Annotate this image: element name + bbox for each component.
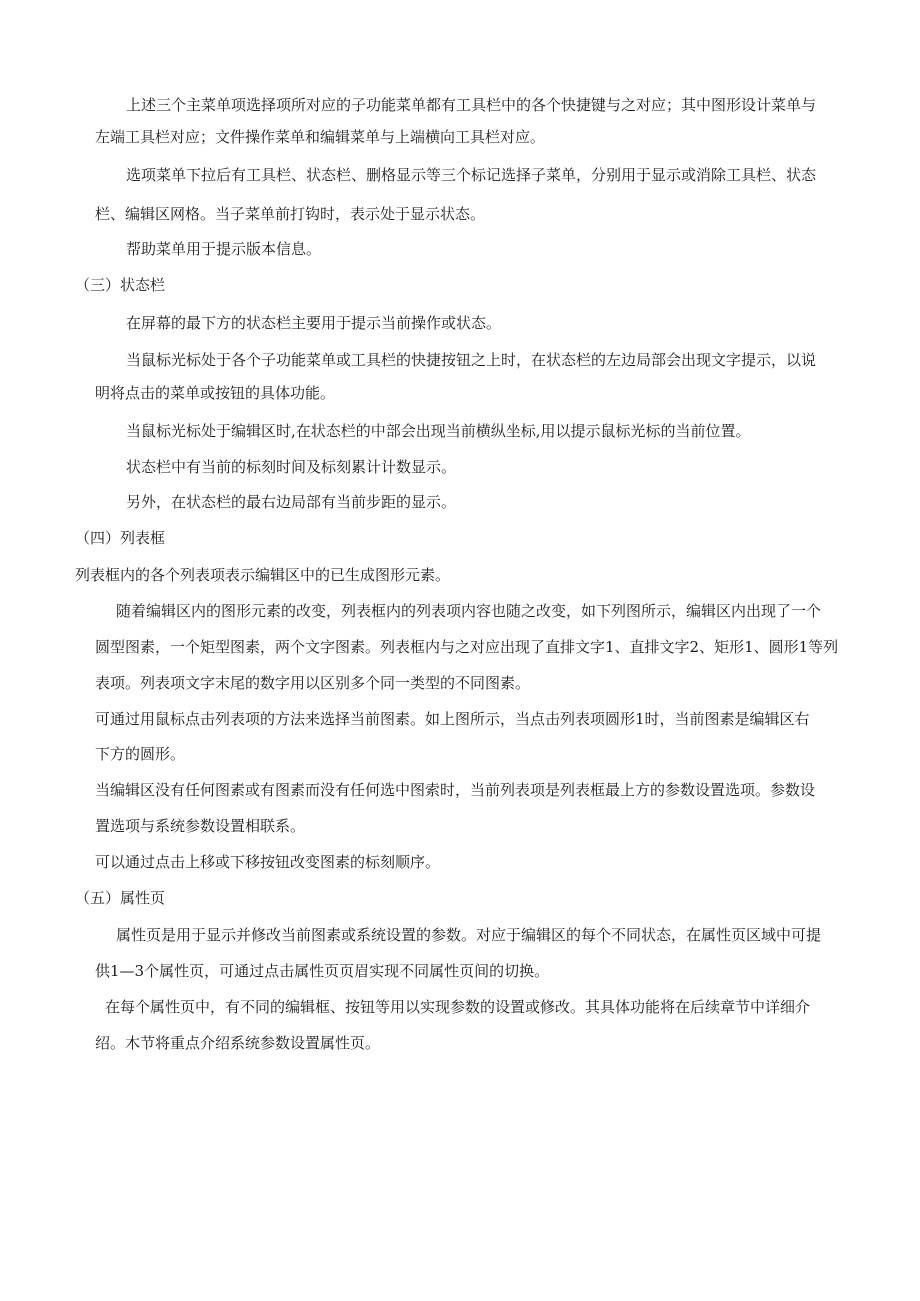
paragraph-line: 另外，在状态栏的最右边局部有当前步距的显示。	[126, 493, 457, 511]
paragraph-line: 随着编辑区内的图形元素的改变，列表框内的列表项内容也随之改变，如下列图所示，编辑区内出现了一个	[116, 602, 822, 620]
paragraph-line: 当编辑区没有任何图素或有图素而没有任何选中图索时，当前列表项是列表框最上方的参数设置选项。参数设	[95, 781, 816, 799]
paragraph-line: 在每个属性页中，有不同的编辑框、按钮等用以实现参数的设置或修改。其具体功能将在后续章节中详细介	[105, 998, 811, 1016]
paragraph-line: 可通过用鼠标点击列表项的方法来选择当前图素。如上图所示，当点击列表项圆形1时，当前图素是编辑区右	[95, 710, 810, 728]
paragraph-line: 圆型图素，一个矩型图素，两个文字图素。列表框内与之对应出现了直排文字1、直排文字2、矩形1、圆形1等列	[95, 638, 839, 656]
paragraph-line: 表项。列表项文字末尾的数字用以区别多个同一类型的不同图素。	[95, 674, 531, 692]
section-heading: （五）属性页	[75, 889, 166, 907]
paragraph-line: 栏、编辑区网格。当子菜单前打钩时，表示处于显示状态。	[95, 205, 486, 223]
paragraph-line: 状态栏中有当前的标刻时间及标刻累计计数显示。	[126, 458, 457, 476]
paragraph-line: 选项菜单下拉后有工具栏、状态栏、删格显示等三个标记选择子菜单，分别用于显示或消除工具栏、状态	[126, 166, 817, 184]
section-heading: （三）状态栏	[75, 276, 166, 294]
paragraph-line: 可以通过点击上移或下移按钮改变图素的标刻顺序。	[95, 853, 441, 871]
paragraph-line: 当鼠标光标处于各个子功能菜单或工具栏的快捷按钮之上时，在状态栏的左边局部会出现文字提示，以说	[126, 351, 817, 369]
paragraph-line: 置选项与系统参数设置相联系。	[95, 817, 306, 835]
paragraph-line: 下方的圆形。	[95, 745, 186, 763]
paragraph-line: 当鼠标光标处于编辑区时,在状态栏的中部会出现当前横纵坐标,用以提示鼠标光标的当前位置。	[126, 422, 751, 440]
paragraph-line: 明将点击的菜单或按钮的具体功能。	[95, 384, 336, 402]
paragraph-line: 属性页是用于显示并修改当前图素或系统设置的参数。对应于编辑区的每个不同状态，在属性页区域中可提	[116, 926, 822, 944]
paragraph-line: 供1—3个属性页，可通过点击属性页页眉实现不同属性页间的切换。	[95, 962, 550, 980]
paragraph-line: 左端工具栏对应；文件操作菜单和编辑菜单与上端横向工具栏对应。	[95, 128, 546, 146]
paragraph-line: 在屏幕的最下方的状态栏主要用于提示当前操作或状态。	[126, 314, 502, 332]
paragraph-line: 帮助菜单用于提示版本信息。	[126, 240, 322, 258]
paragraph-line: 列表框内的各个列表项表示编辑区中的已生成图形元素。	[75, 566, 451, 584]
paragraph-line: 上述三个主菜单项选择项所对应的子功能菜单都有工具栏中的各个快捷键与之对应；其中图形设计菜单与	[126, 96, 817, 114]
paragraph-line: 绍。木节将重点介绍系统参数设置属性页。	[95, 1034, 381, 1052]
section-heading: （四）列表框	[75, 529, 166, 547]
